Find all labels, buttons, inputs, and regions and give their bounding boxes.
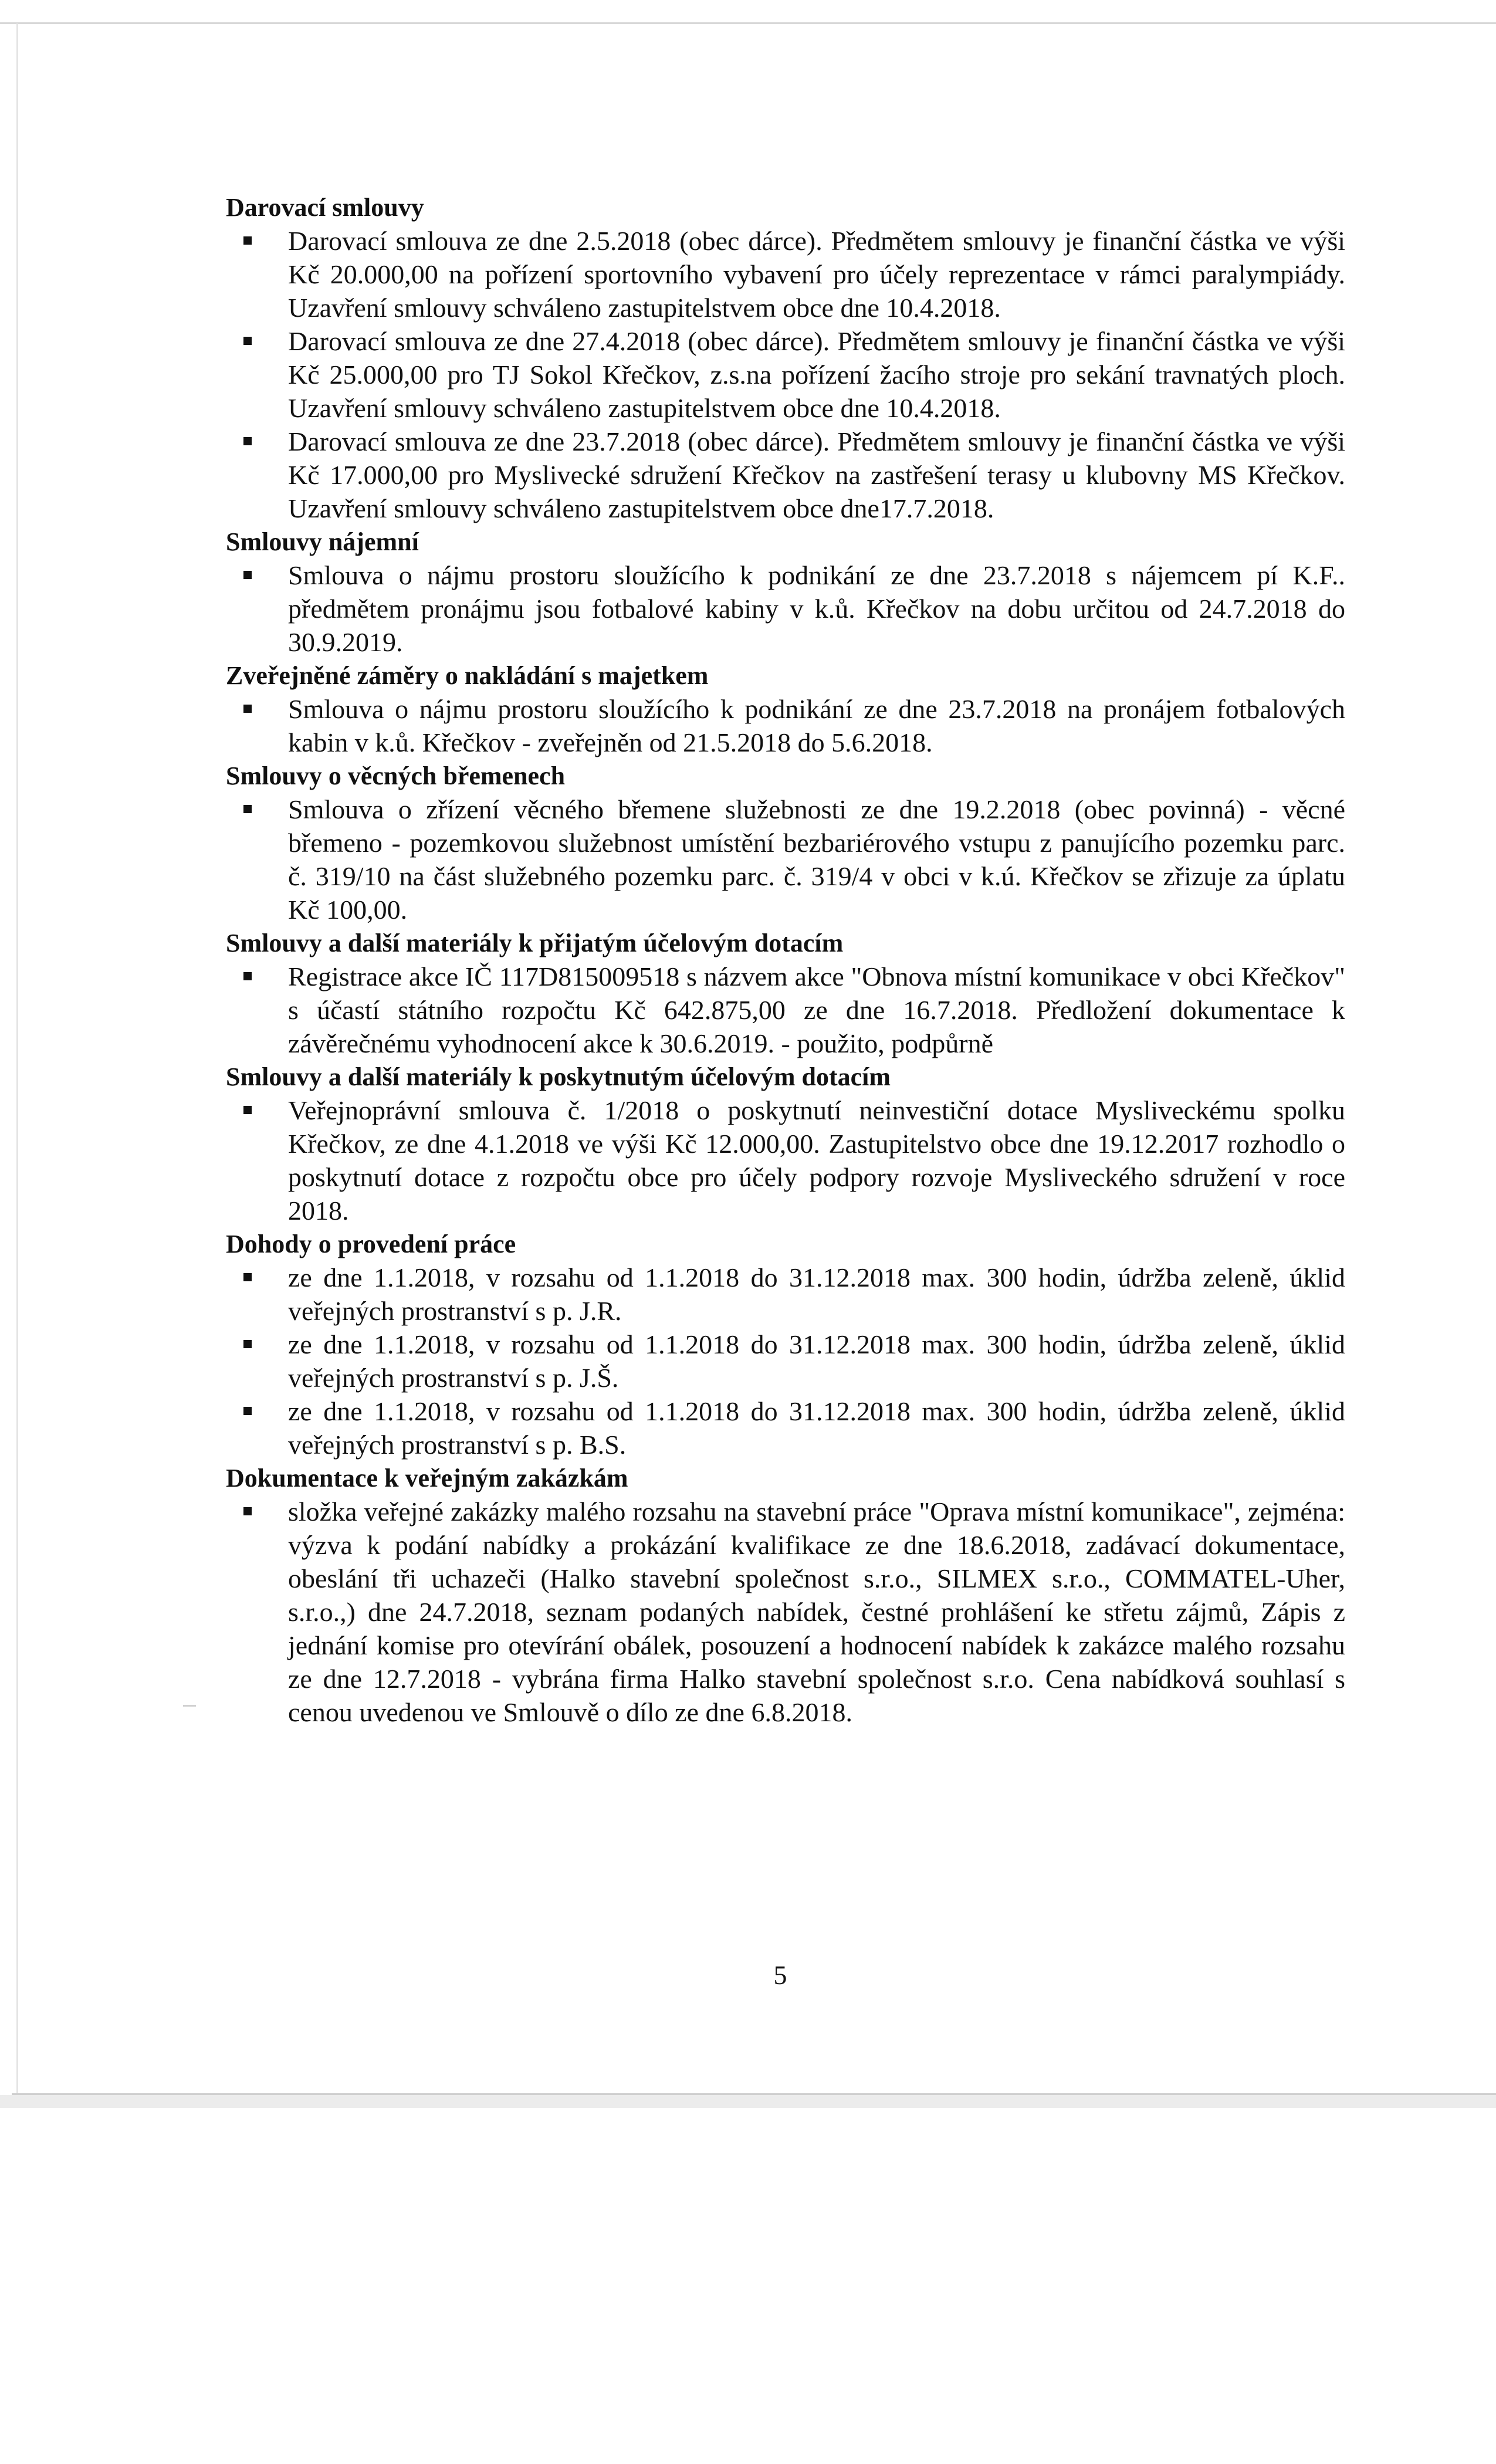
section-list: [226, 559, 1345, 659]
list-item: [226, 793, 1345, 926]
section-list: [226, 1261, 1345, 1461]
bullet-icon: [243, 705, 252, 713]
section-list: [226, 960, 1345, 1060]
bullet-icon: [243, 805, 252, 813]
list-item: [226, 960, 1345, 1060]
section-heading: Smlouvy nájemní: [226, 527, 419, 556]
section-vecna-bremena: [226, 759, 1345, 926]
section-list: [226, 1094, 1345, 1227]
bullet-icon: [243, 1340, 252, 1348]
list-item: [226, 559, 1345, 659]
list-item: [226, 1395, 1345, 1461]
section-heading: Dohody o provedení práce: [226, 1230, 516, 1258]
list-item-text: ze dne 1.1.2018, v rozsahu od 1.1.2018 do 31.12.2018 max. 300 hodin, údržba zeleně, úklid veřejných prostranství s p. B.S.: [288, 1396, 1345, 1460]
scan-left-edge: [16, 23, 18, 2094]
bullet-icon: [243, 1273, 252, 1281]
section-list: [226, 224, 1345, 525]
section-list: [226, 692, 1345, 759]
section-heading: Zveřejněné záměry o nakládání s majetkem: [226, 661, 709, 690]
bullet-icon: [243, 1407, 252, 1415]
bullet-icon: [243, 236, 252, 245]
bullet-icon: [243, 437, 252, 445]
bullet-icon: [243, 1106, 252, 1114]
bullet-icon: [243, 1507, 252, 1515]
section-list: [226, 1495, 1345, 1729]
bullet-icon: [243, 972, 252, 980]
list-item: [226, 224, 1345, 324]
section-poskytnute-dotace: [226, 1060, 1345, 1227]
list-item-text: ze dne 1.1.2018, v rozsahu od 1.1.2018 do 31.12.2018 max. 300 hodin, údržba zeleně, úklid veřejných prostranství s p. J.Š.: [288, 1329, 1345, 1393]
list-item: [226, 692, 1345, 759]
margin-mark: [183, 1705, 196, 1707]
section-heading: Dokumentace k veřejným zakázkám: [226, 1464, 628, 1492]
list-item-text: Smlouva o zřízení věcného břemene služebnosti ze dne 19.2.2018 (obec povinná) - věcné břemeno - pozemkovou služebnost umístění bezbariérového vstupu z panujícího pozemku parc. č. 319/10 na část služebného pozemku parc. č. 319/4 v obci v k.ú. Křečkov se zřizuje za úplatu Kč 100,00.: [288, 794, 1345, 925]
section-dohody-o-provedeni-prace: [226, 1227, 1345, 1461]
list-item-text: Smlouva o nájmu prostoru sloužícího k podnikání ze dne 23.7.2018 na pronájem fotbalových kabin v k.ů. Křečkov - zveřejněn od 21.5.2018 do 5.6.2018.: [288, 694, 1345, 757]
page-number: 5: [773, 1960, 787, 1990]
section-heading: Smlouvy a další materiály k přijatým účelovým dotacím: [226, 929, 844, 957]
list-item-text: složka veřejné zakázky malého rozsahu na stavební práce "Oprava místní komunikace", zejména: výzva k podání nabídky a prokázání kvalifikace ze dne 18.6.2018, zadávací dokumentace, obeslání tři uchazeči (Halko stavební společnost s.r.o., SILMEX s.r.o., COMMATEL-Uher, s.r.o.,) dne 24.7.2018, seznam podaných nabídek, čestné prohlášení ke střetu zájmů, Zápis z jednání komise pro otevírání obálek, posouzení a hodnocení nabídek k zakázce malého rozsahu ze dne 12.7.2018 - vybrána firma Halko stavební společnost s.r.o. Cena nabídková souhlasí s cenou uvedenou ve Smlouvě o dílo ze dne 6.8.2018.: [288, 1497, 1345, 1727]
bullet-icon: [243, 337, 252, 345]
section-heading: Smlouvy o věcných břemenech: [226, 761, 566, 790]
bullet-icon: [243, 571, 252, 579]
section-heading: Smlouvy a další materiály k poskytnutým účelovým dotacím: [226, 1062, 891, 1091]
list-item-text: Darovací smlouva ze dne 2.5.2018 (obec dárce). Předmětem smlouvy je finanční částka ve výši Kč 20.000,00 na pořízení sportovního vybavení pro účely reprezentace v rámci paralympiády. Uzavření smlouvy schváleno zastupitelstvem obce dne 10.4.2018.: [288, 226, 1345, 323]
section-prijate-dotace: [226, 926, 1345, 1060]
list-item-text: Smlouva o nájmu prostoru sloužícího k podnikání ze dne 23.7.2018 s nájemcem pí K.F.. předmětem pronájmu jsou fotbalové kabiny v k.ů. Křečkov na dobu určitou od 24.7.2018 do 30.9.2019.: [288, 560, 1345, 657]
section-heading: Darovací smlouvy: [226, 193, 424, 222]
list-item: [226, 324, 1345, 425]
list-item-text: ze dne 1.1.2018, v rozsahu od 1.1.2018 do 31.12.2018 max. 300 hodin, údržba zeleně, úklid veřejných prostranství s p. J.R.: [288, 1263, 1345, 1326]
list-item: [226, 1094, 1345, 1227]
list-item-text: Veřejnoprávní smlouva č. 1/2018 o poskytnutí neinvestiční dotace Mysliveckému spolku Křečkov, ze dne 4.1.2018 ve výši Kč 12.000,00. Zastupitelstvo obce dne 19.12.2017 rozhodlo o poskytnutí dotace z rozpočtu obce pro účely podpory rozvoje Mysliveckého sdružení v roce 2018.: [288, 1095, 1345, 1226]
list-item: [226, 425, 1345, 525]
document-body: [226, 191, 1345, 1729]
list-item-text: Registrace akce IČ 117D815009518 s názvem akce "Obnova místní komunikace v obci Křečkov" s účastí státního rozpočtu Kč 642.875,00 ze dne 16.7.2018. Předložení dokumentace k závěrečnému vyhodnocení akce k 30.6.2019. - použito, podpůrně: [288, 962, 1345, 1058]
section-zverejnene-zamery: [226, 659, 1345, 759]
list-item: [226, 1261, 1345, 1328]
section-smlouvy-najemni: [226, 525, 1345, 659]
list-item-text: Darovací smlouva ze dne 27.4.2018 (obec dárce). Předmětem smlouvy je finanční částka ve výši Kč 25.000,00 pro TJ Sokol Křečkov, z.s.na pořízení žacího stroje pro sekání travnatých ploch. Uzavření smlouvy schváleno zastupitelstvem obce dne 10.4.2018.: [288, 326, 1345, 423]
list-item: [226, 1328, 1345, 1395]
list-item: [226, 1495, 1345, 1729]
scan-top-edge: [0, 22, 1496, 24]
section-list: [226, 793, 1345, 926]
section-verejne-zakazky: [226, 1461, 1345, 1729]
list-item-text: Darovací smlouva ze dne 23.7.2018 (obec dárce). Předmětem smlouvy je finanční částka ve výši Kč 17.000,00 pro Myslivecké sdružení Křečkov na zastřešení terasy u klubovny MS Křečkov. Uzavření smlouvy schváleno zastupitelstvem obce dne17.7.2018.: [288, 427, 1345, 523]
section-darovaci-smlouvy: [226, 191, 1345, 525]
scan-shadow-band: [0, 2095, 1496, 2108]
